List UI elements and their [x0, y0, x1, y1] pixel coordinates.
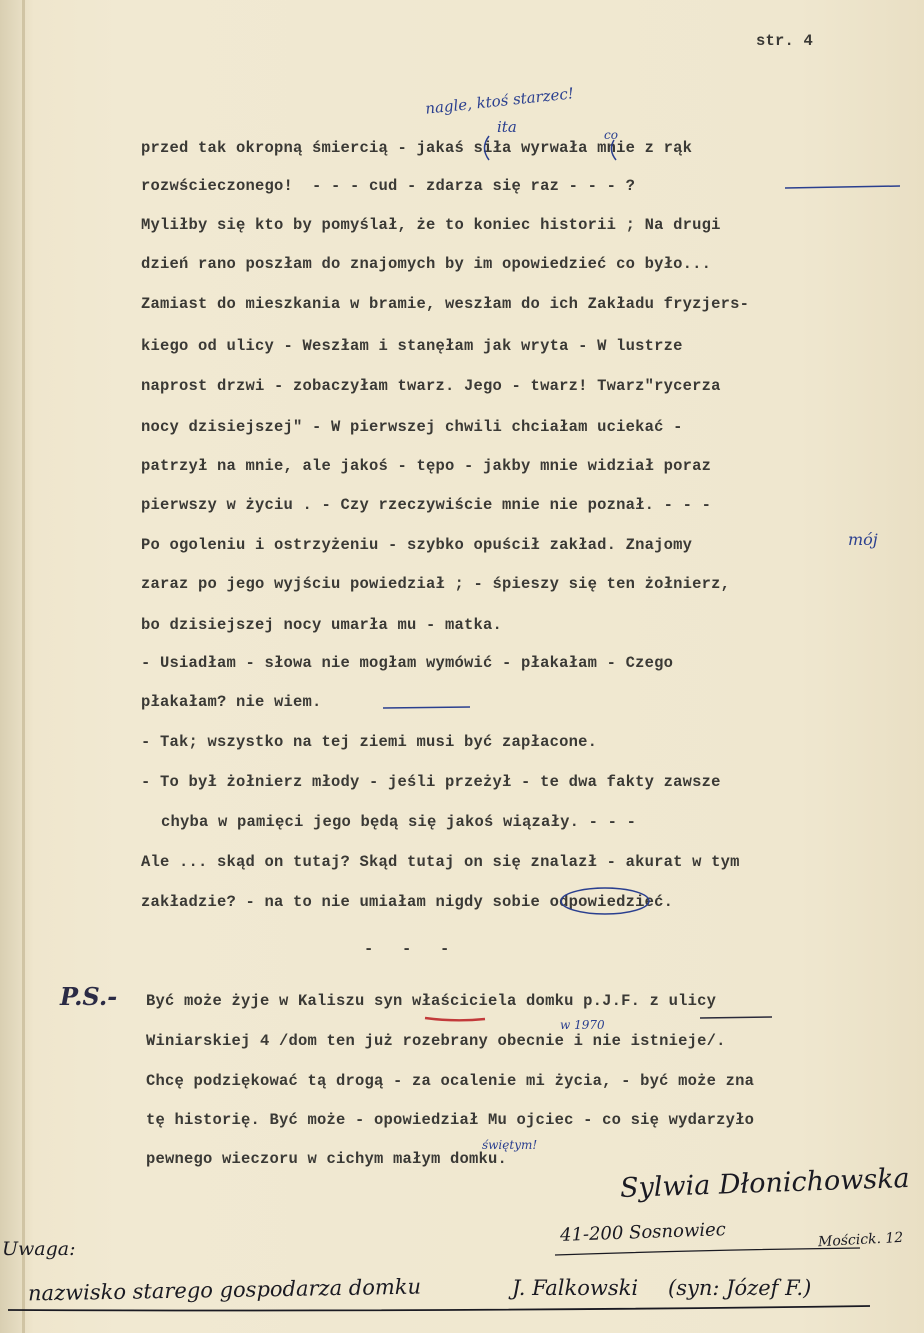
ps-line-1: Być może żyje w Kaliszu syn właściciela domku p.J.F. z ulicy	[146, 992, 717, 1010]
signature: Sylwia Dłonichowska	[619, 1162, 911, 1205]
annotation-w1970: w 1970	[560, 1018, 605, 1032]
body-line-14: - Usiadłam - słowa nie mogłam wymówić - płakałam - Czego	[141, 654, 674, 672]
body-line-2: rozwścieczonego! - - - cud - zdarza się raz - - - ?	[141, 177, 636, 195]
body-line-17: - To był żołnierz młody - jeśli przeżył - te dwa fakty zawsze	[141, 773, 721, 791]
page-number: str. 4	[756, 32, 814, 50]
ps-label: P.S.-	[60, 982, 118, 1011]
annotation-swiatym: świętym!	[482, 1138, 538, 1152]
body-line-19: Ale ... skąd on tutaj? Skąd tutaj on się znalazł - akurat w tym	[141, 853, 740, 871]
body-line-16: - Tak; wszystko na tej ziemi musi być zapłacone.	[141, 733, 598, 751]
bracket-mark	[485, 136, 490, 160]
body-line-5: Zamiast do mieszkania w bramie, weszłam do ich Zakładu fryzjers-	[141, 295, 750, 313]
body-line-8: nocy dzisiejszej" - W pierwszej chwili chciałam uciekać -	[141, 418, 683, 436]
body-line-20: zakładzie? - na to nie umiałam nigdy sobie odpowiedzieć.	[141, 893, 674, 911]
body-line-18: chyba w pamięci jego będą się jakoś wiązały. - - -	[161, 813, 637, 831]
underline-mark	[700, 1017, 772, 1018]
ps-line-5: pewnego wieczoru w cichym małym domku.	[146, 1150, 508, 1168]
bottom-note-label: Uwaga:	[2, 1238, 76, 1260]
annotation-ita: ita	[497, 118, 517, 136]
bracket-mark	[611, 140, 616, 160]
body-line-4: dzień rano poszłam do znajomych by im opowiedzieć co było...	[141, 255, 712, 273]
underline-mark	[8, 1306, 870, 1311]
body-line-1: przed tak okropną śmiercią - jakaś siła wyrwała mnie z rąk	[141, 139, 693, 157]
body-line-10: pierwszy w życiu . - Czy rzeczywiście mnie nie poznał. - - -	[141, 496, 712, 514]
annotation-co: co	[604, 128, 618, 142]
body-line-7: naprost drzwi - zobaczyłam twarz. Jego - twarz! Twarz"rycerza	[141, 377, 721, 395]
body-line-13: bo dzisiejszej nocy umarła mu - matka.	[141, 616, 503, 634]
underline-mark	[785, 186, 900, 188]
underline-mark	[383, 707, 470, 708]
bottom-note-son: (syn: Józef F.)	[668, 1276, 812, 1300]
address-city: 41-200 Sosnowiec	[559, 1219, 727, 1246]
underline-mark	[425, 1018, 485, 1020]
bottom-note-text: nazwisko starego gospodarza domku	[27, 1274, 422, 1306]
circle-mark	[561, 888, 649, 914]
ps-line-4: tę historię. Być może - opowiedział Mu ojciec - co się wydarzyło	[146, 1111, 755, 1129]
annotation-top-note: nagle, ktoś starzec!	[424, 84, 575, 118]
ps-line-3: Chcę podziękować tą drogą - za ocalenie mi życia, - być może zna	[146, 1072, 755, 1090]
annotation-moj: mój	[848, 530, 878, 549]
body-line-9: patrzył na mnie, ale jakoś - tępo - jakby mnie widział poraz	[141, 457, 712, 475]
body-line-12: zaraz po jego wyjściu powiedział ; - śpieszy się ten żołnierz,	[141, 575, 731, 593]
address-street: Mościck. 12	[817, 1229, 904, 1251]
section-separator: - - -	[364, 940, 450, 958]
bottom-note-name: J. Falkowski	[512, 1276, 639, 1300]
ps-line-2: Winiarskiej 4 /dom ten już rozebrany obecnie i nie istnieje/.	[146, 1032, 726, 1050]
body-line-6: kiego od ulicy - Weszłam i stanęłam jak wryta - W lustrze	[141, 337, 683, 355]
underline-mark	[555, 1248, 860, 1255]
body-line-15: płakałam? nie wiem.	[141, 693, 322, 711]
body-line-11: Po ogoleniu i ostrzyżeniu - szybko opuścił zakład. Znajomy	[141, 536, 693, 554]
body-line-3: Myliłby się kto by pomyślał, że to koniec historii ; Na drugi	[141, 216, 721, 234]
